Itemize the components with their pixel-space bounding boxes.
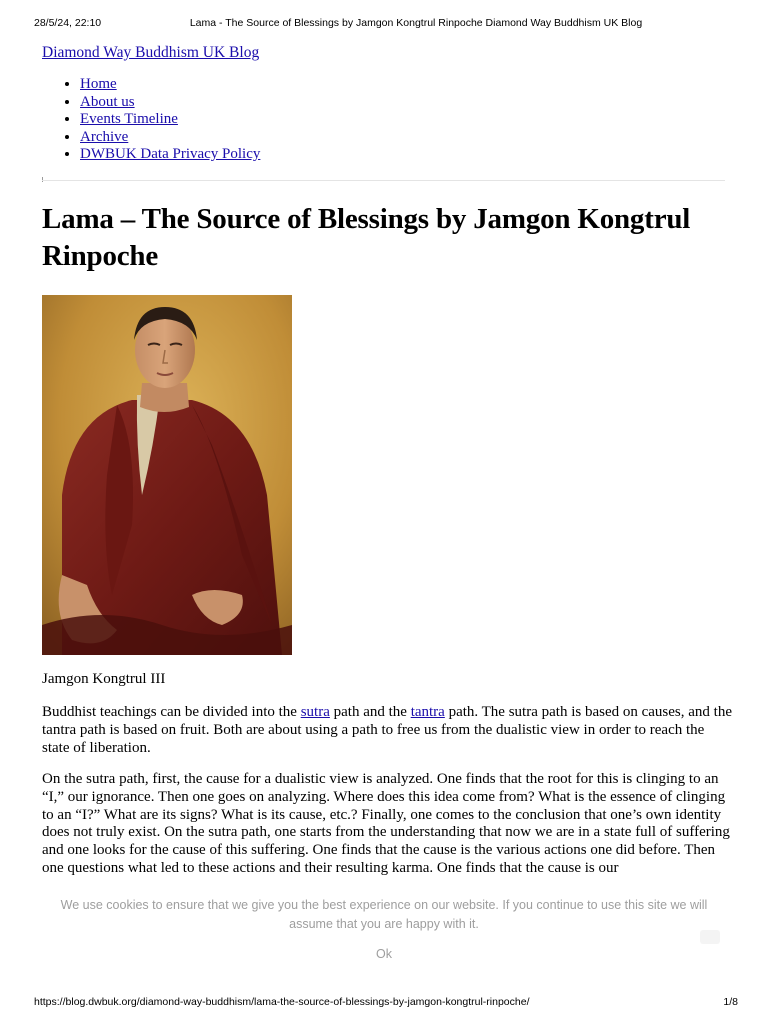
main-nav xyxy=(42,76,260,164)
print-page-number: 1/8 xyxy=(723,996,738,1008)
nav-item-home xyxy=(80,76,260,94)
nav-item-archive xyxy=(80,129,260,147)
nav-link-privacy-policy[interactable]: DWBUK Data Privacy Policy xyxy=(80,146,261,162)
cookie-close-icon[interactable] xyxy=(700,930,720,944)
nav-link-about[interactable]: About us xyxy=(80,93,135,110)
header-divider xyxy=(42,180,725,181)
nav-item-about xyxy=(80,94,260,112)
cookie-notice xyxy=(0,886,768,976)
article-paragraph-1 xyxy=(42,704,732,757)
print-url: https://blog.dwbuk.org/diamond-way-buddhism/lama-the-source-of-blessings-by-jamgon-kongtrul-rinpoche/ xyxy=(34,996,530,1008)
article-paragraph-2: On the sutra path, first, the cause for a dualistic view is analyzed. One finds that the root for this is clinging to an “I,” our ignorance. Then one goes on analyzing. Where does this idea come from? What is the essence of clinging to an “I?” What are its signs? What is its cause, etc.? Finally, one comes to the conclusion that one’s own identity does not truly exist. On the sutra path, one starts from the understanding that now we are in a state full of suffering and one looks for the cause of this suffering. One finds that the cause is the various actions one did before. Then one questions what led to these actions and their resulting karma. One finds that the cause is our xyxy=(42,771,730,876)
site-title-link[interactable]: Diamond Way Buddhism UK Blog xyxy=(42,44,260,61)
print-datetime: 28/5/24, 22:10 xyxy=(34,17,102,29)
paragraph-1-text-c: path. The sutra path is based on causes, and the tantra path is based on fruit. Both are about using a path to free us from the dualistic view in order to reach the state of liberation. xyxy=(42,704,732,756)
nav-link-home[interactable]: Home xyxy=(80,76,117,92)
print-footer xyxy=(34,996,738,1010)
print-header xyxy=(34,17,738,31)
nav-link-events-timeline[interactable]: Events Timeline xyxy=(80,111,178,127)
nav-item-privacy xyxy=(80,146,260,164)
cookie-notice-text: We use cookies to ensure that we give you the best experience on our website. If you continue to use this site we will assume that you are happy with it. xyxy=(60,898,708,931)
tantra-link[interactable]: tantra xyxy=(410,704,445,720)
sutra-link[interactable]: sutra xyxy=(300,704,330,720)
cookie-ok-button[interactable]: Ok xyxy=(376,947,392,961)
article-title: Lama – The Source of Blessings by Jamgon Kongtrul Rinpoche xyxy=(42,203,691,272)
paragraph-1-text-a: Buddhist teachings can be divided into the xyxy=(42,704,301,720)
nav-item-events xyxy=(80,111,260,129)
paragraph-1-text-b: path and the xyxy=(329,704,411,720)
image-caption: Jamgon Kongtrul III xyxy=(42,671,166,687)
nav-link-archive[interactable]: Archive xyxy=(80,128,129,145)
article-portrait-image xyxy=(42,295,292,655)
print-page-title: Lama - The Source of Blessings by Jamgon Kongtrul Rinpoche Diamond Way Buddhism UK Blog xyxy=(189,17,643,29)
